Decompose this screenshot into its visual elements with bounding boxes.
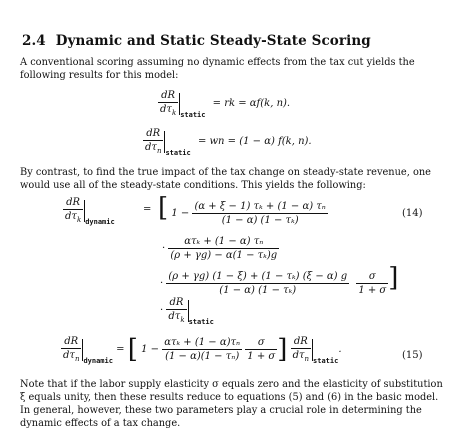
derivative-fraction: $\frac{dR}{d\tau_n}$	[145, 128, 162, 155]
equation-14-lhs: $\frac{dR}{d\tau_k}$ $_{dynamic}$	[65, 197, 115, 226]
right-bracket: ]	[388, 263, 399, 293]
equation-rhs: = wn = (1 − α) f(k, n).	[197, 136, 312, 147]
left-bracket: [	[158, 193, 169, 223]
equation-14-tail: · $\frac{dR}{d\tau_k}$ $_{static}$	[160, 297, 214, 326]
section-number: 2.4	[22, 33, 46, 49]
equation-static-k: $\frac{dR}{d\tau_k}$ $_{static}$ = rk = αf(k, n).	[160, 90, 291, 119]
equals-sign: =	[143, 204, 152, 215]
equation-number-15: (15)	[402, 350, 423, 361]
paragraph-note: Note that if the labor supply elasticity σ equals zero and the elasticity of substitution ξ equals unity, then these results reduce to equations (5) and (6) in the basic model. In general, however, these two parameters play a crucial role in determining the dynamic effects of a tax change.	[20, 379, 443, 429]
paragraph-intro: A conventional scoring assuming no dynamic effects from the tax cut yields the following results for this model:	[20, 57, 415, 81]
equation-14-term1: [ 1 − $\frac{\text{(α + ξ − 1) τₖ + (1 − α) τₙ}}{\text{(1 − α) (1 − τₖ)}}$	[158, 193, 326, 226]
equation-static-n: $\frac{dR}{d\tau_n}$ $_{static}$ = wn = (1 − α) f(k, n).	[145, 128, 312, 157]
equation-rhs: = rk = αf(k, n).	[212, 98, 291, 109]
section-heading	[22, 33, 371, 49]
derivative-fraction: $\frac{dR}{d\tau_k}$	[160, 90, 177, 117]
equation-14-term2: · $\frac{\text{ατₖ + (1 − α) τₙ}}{\text{(ρ + γg) − α(1 − τₖ)g}}$	[162, 236, 278, 261]
equation-15: $\frac{dR}{d\tau_n}$ $_{dynamic}$ = [ 1 − $\frac{\text{ατₖ + (1 − α)τₙ}}{\text{(1 − α)(1 − τₙ)}}$ $\frac{\sigma}{1 + \sigma}$ ] $\frac{dR}{d\tau_n}$ $_{static}$.	[63, 334, 342, 365]
equation-14-term3: · $\frac{\text{(ρ + γg) (1 − ξ) + (1 − τₖ) (ξ − α) g}}{\text{(1 − α) (1 − τₖ)}}$ $\frac{\sigma}{1 + \sigma}$ ]	[160, 263, 399, 296]
paragraph-contrast: By contrast, to find the true impact of the tax change on steady-state revenue, one would use all of the steady-state conditions. This yields the following:	[20, 167, 431, 191]
equation-number-14: (14)	[402, 208, 423, 219]
section-title: Dynamic and Static Steady-State Scoring	[55, 33, 371, 49]
